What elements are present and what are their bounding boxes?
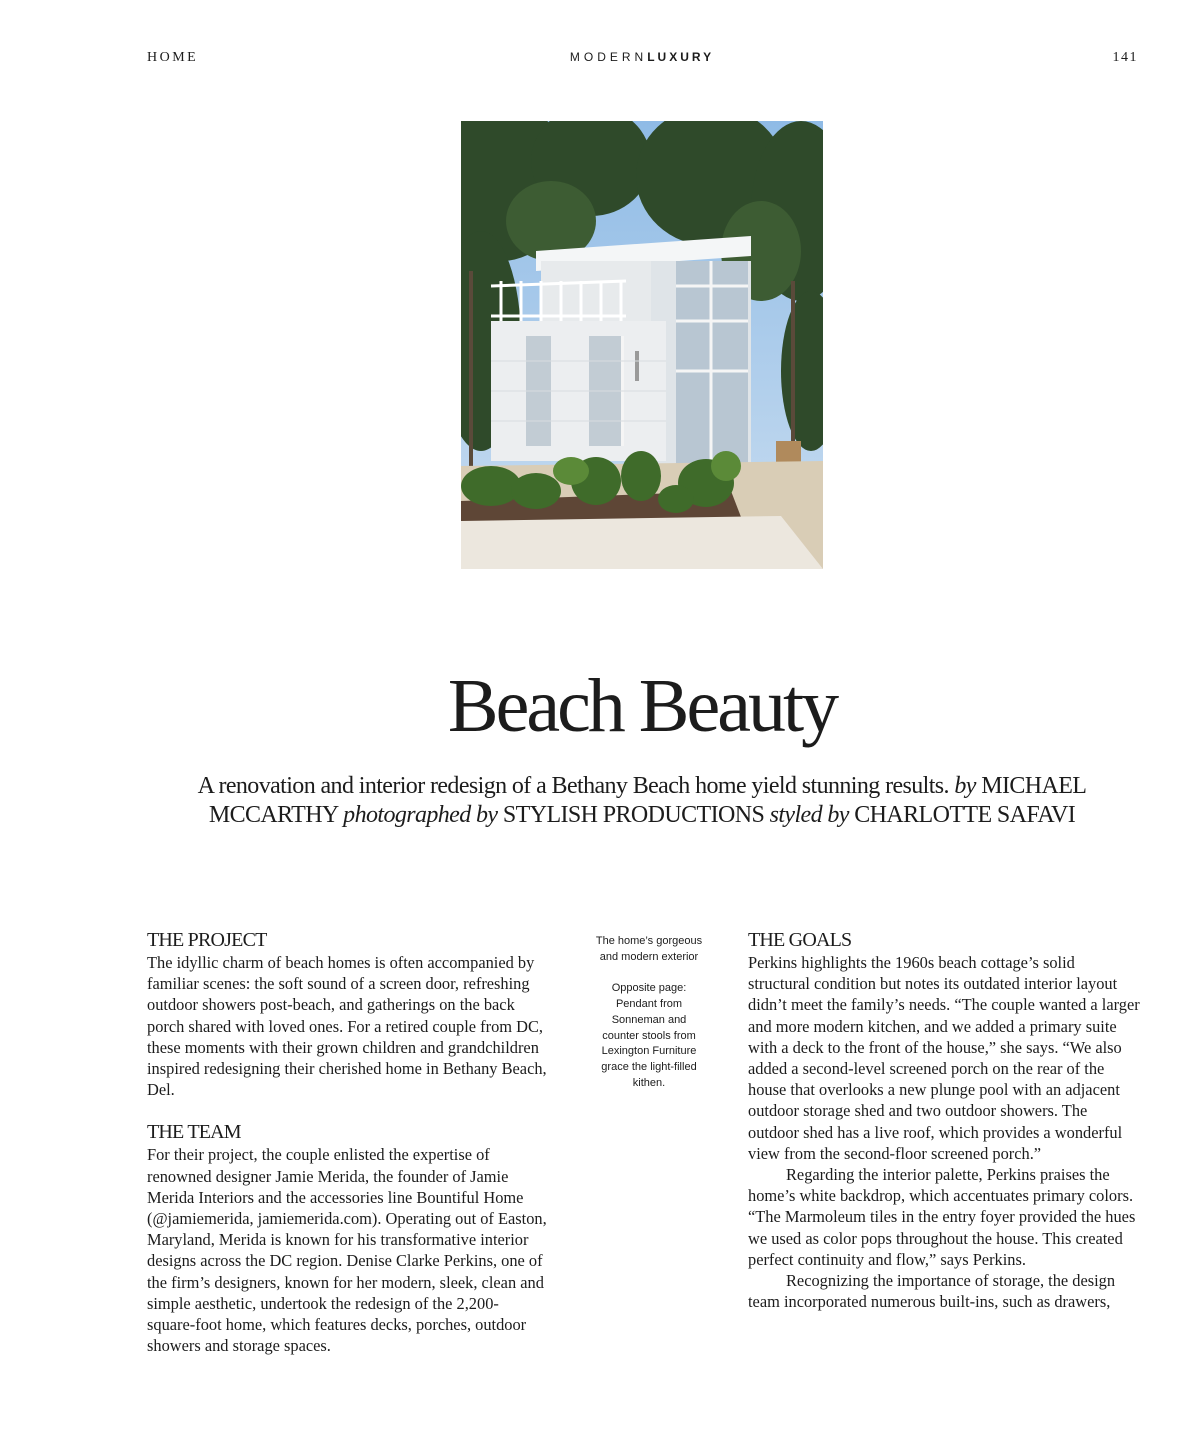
team-body: For their project, the couple enlisted the expertise of renowned designer Jamie Merida, the founder of Jamie Merida Interiors and the accessories line Bountiful Home (@jamiemerida, jamiemerida.com). Operating out of Easton, Maryland, Merida is known for his transformative interior designs across the DC region. Denise Clarke Perkins, one of the firm’s designers, known for her modern, sleek, clean and simple aesthetic, undertook the redesign of the 2,200-square-foot home, which features decks, porches, outdoor showers and storage spaces. — [147, 1145, 547, 1356]
section-label: HOME — [147, 50, 199, 65]
page-number: 141 — [1112, 50, 1138, 65]
article-dek — [166, 772, 1118, 830]
team-heading: THE TEAM — [147, 1121, 241, 1144]
hero-photo — [461, 121, 823, 569]
article-title: Beach Beauty — [447, 664, 837, 748]
photo-caption — [593, 934, 705, 1091]
author-name: MICHAEL MCCARTHY — [208, 773, 1087, 828]
project-body: The idyllic charm of beach homes is often accompanied by familiar scenes: the soft sound of a screen door, refreshing outdoor showers post-beach, and gatherings on the back porch shared with loved ones. For a retired couple from DC, these moments with their grown children and grandchildren inspired redesigning their cherished home in Bethany Beach, Del. — [147, 953, 547, 1100]
magazine-logo — [0, 50, 1200, 64]
caption-line-2: Opposite page: Pendant from Sonneman and counter stools from Lexington Furniture grace the light-filled kithen. — [601, 982, 697, 1089]
stylist-name: CHARLOTTE SAFAVI — [854, 802, 1076, 828]
dek-summary: A renovation and interior redesign of a Bethany Beach home yield stunning results. — [197, 773, 949, 799]
styled-label: styled by — [769, 802, 849, 828]
project-heading: THE PROJECT — [147, 929, 267, 951]
goals-paragraph-2: Regarding the interior palette, Perkins praises the home’s white backdrop, which accentuates primary colors. “The Marmoleum tiles in the entry foyer provided the hues we used as color pops throughout the house. This created perfect continuity and flow,” says Perkins. — [748, 1165, 1136, 1269]
caption-line-1: The home’s gorgeous and modern exterior — [595, 935, 703, 963]
photo-credit-label: photographed by — [343, 802, 498, 828]
goals-paragraph-1: Perkins highlights the 1960s beach cottage’s solid structural condition but notes its outdated interior layout didn’t meet the family’s needs. “The couple wanted a larger and more modern kitchen, and we added a primary suite with a deck to the front of the house,” she says. “We also added a second-level screened porch on the rear of the house that overlooks a new plunge pool with an adjacent outdoor storage shed and two outdoor showers. The outdoor shed has a live roof, which provides a wonderful view from the second-floor screened porch.” — [748, 953, 1140, 1163]
goals-paragraph-3: Recognizing the importance of storage, the design team incorporated numerous built-ins, such as drawers, — [748, 1271, 1116, 1312]
logo-bold: LUXURY — [647, 50, 715, 64]
photographer-name: STYLISH PRODUCTIONS — [502, 802, 765, 828]
byline-label: by — [954, 773, 976, 799]
left-column — [147, 928, 547, 1356]
goals-heading: THE GOALS — [748, 929, 852, 951]
right-column — [748, 928, 1140, 1312]
logo-regular: MODERN — [569, 50, 648, 64]
